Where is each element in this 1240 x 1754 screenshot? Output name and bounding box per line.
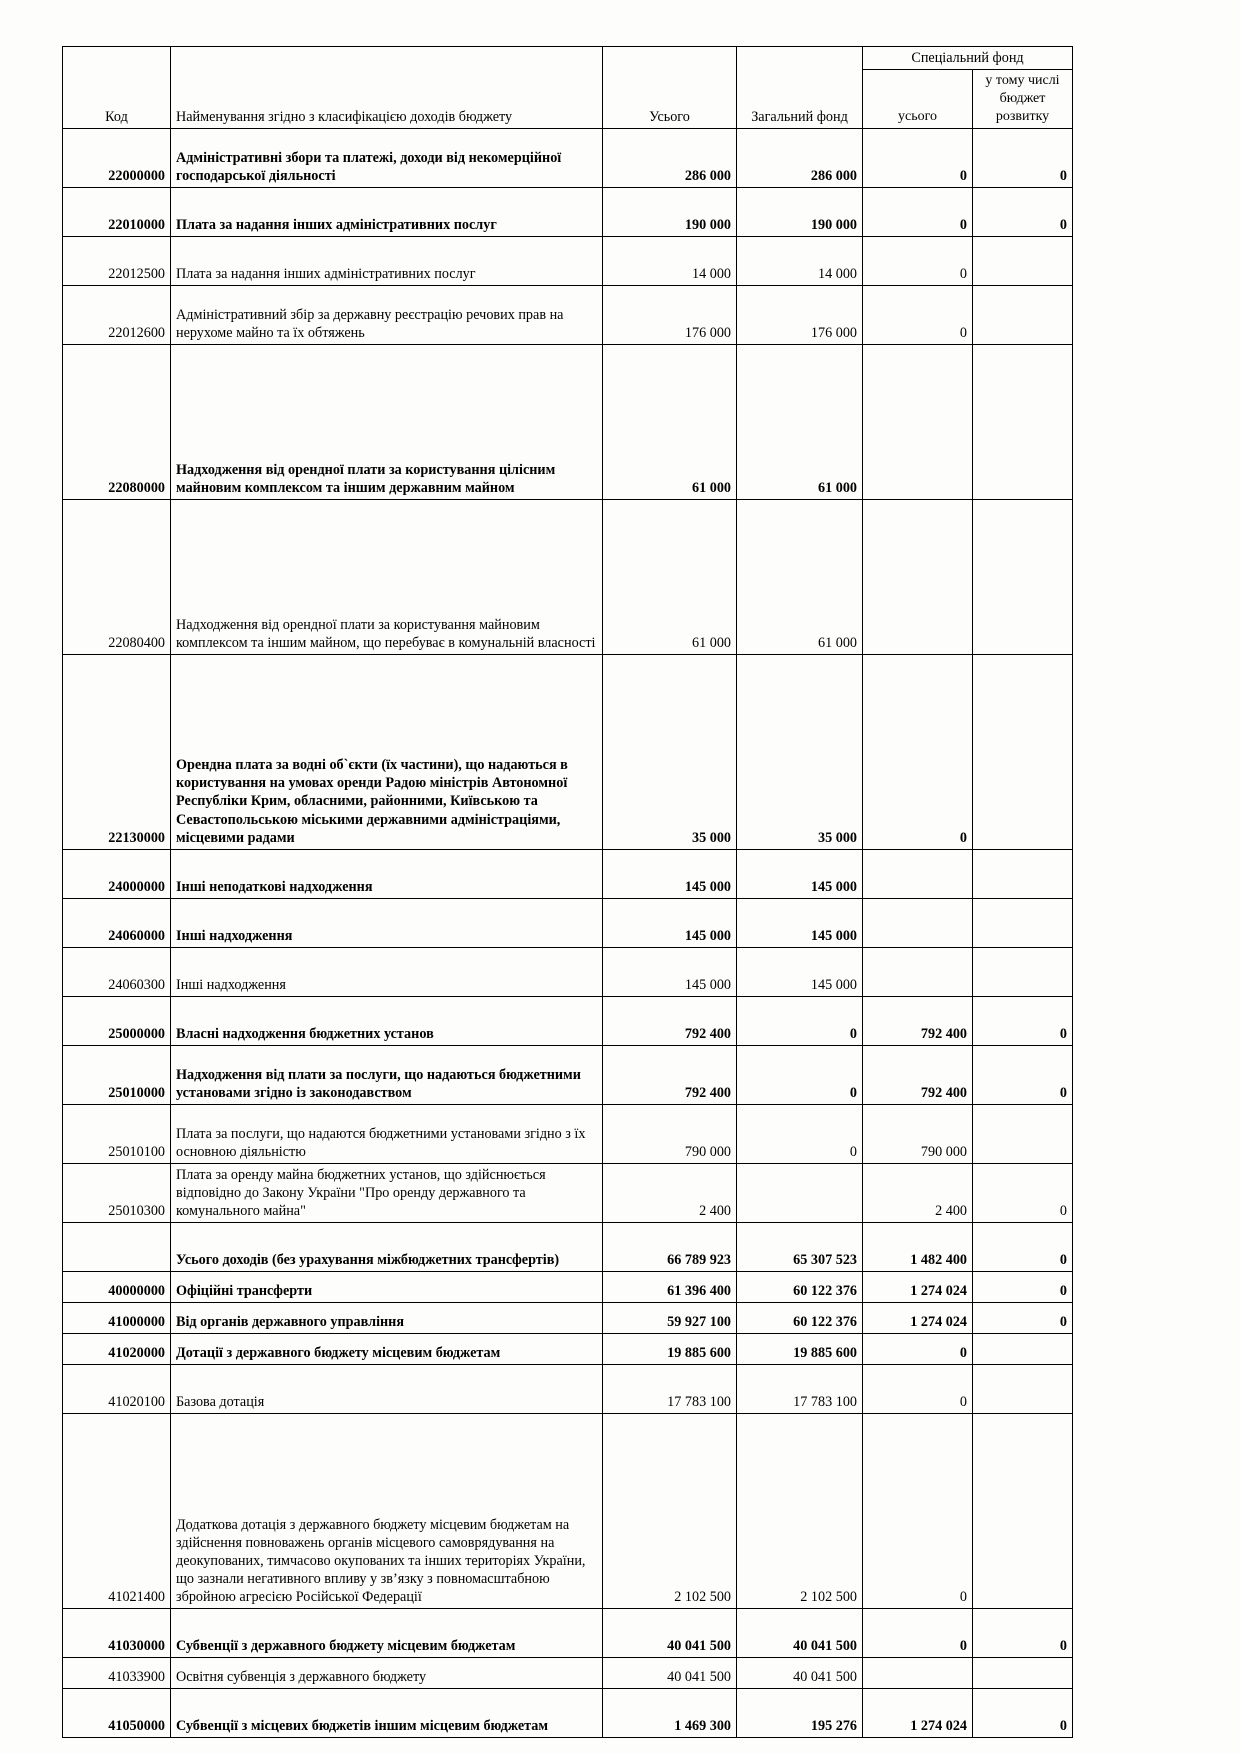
row-development-budget	[973, 898, 1073, 947]
header-special-fund: Спеціальний фонд	[863, 47, 1073, 70]
row-code: 24000000	[63, 849, 171, 898]
row-special-fund: 0	[863, 1609, 973, 1658]
row-code: 25000000	[63, 996, 171, 1045]
row-general-fund: 19 885 600	[737, 1334, 863, 1365]
row-total: 61 396 400	[603, 1272, 737, 1303]
row-total: 66 789 923	[603, 1223, 737, 1272]
row-code: 25010100	[63, 1104, 171, 1163]
row-general-fund: 17 783 100	[737, 1365, 863, 1414]
row-general-fund: 40 041 500	[737, 1658, 863, 1689]
table-row	[63, 128, 1073, 187]
row-name: Плата за послуги, що надаются бюджетними установами згідно з їх основною діяльністю	[171, 1104, 603, 1163]
row-general-fund: 14 000	[737, 236, 863, 285]
row-name: Інші надходження	[171, 898, 603, 947]
row-development-budget	[973, 654, 1073, 849]
table-row	[63, 1414, 1073, 1609]
row-name: Субвенції з державного бюджету місцевим бюджетам	[171, 1609, 603, 1658]
row-name: Плата за надання інших адміністративних послуг	[171, 236, 603, 285]
row-total: 792 400	[603, 1045, 737, 1104]
row-total: 145 000	[603, 849, 737, 898]
row-code: 22010000	[63, 187, 171, 236]
row-name: Освітня субвенція з державного бюджету	[171, 1658, 603, 1689]
row-special-fund: 0	[863, 1334, 973, 1365]
table-row	[63, 1334, 1073, 1365]
row-total: 2 400	[603, 1163, 737, 1223]
row-name: Плата за оренду майна бюджетних установ, що здійснюється відповідно до Закону України "Про оренду державного та комунального майна"	[171, 1163, 603, 1223]
row-name: Від органів державного управління	[171, 1303, 603, 1334]
row-development-budget	[973, 236, 1073, 285]
row-total: 59 927 100	[603, 1303, 737, 1334]
row-code: 40000000	[63, 1272, 171, 1303]
row-code: 41030000	[63, 1609, 171, 1658]
row-total: 1 469 300	[603, 1689, 737, 1738]
row-special-fund: 0	[863, 187, 973, 236]
row-general-fund: 60 122 376	[737, 1303, 863, 1334]
row-general-fund: 145 000	[737, 947, 863, 996]
row-development-budget	[973, 1414, 1073, 1609]
row-development-budget: 0	[973, 1609, 1073, 1658]
budget-table	[62, 46, 1073, 1738]
row-total: 40 041 500	[603, 1609, 737, 1658]
row-total: 2 102 500	[603, 1414, 737, 1609]
row-development-budget: 0	[973, 1272, 1073, 1303]
row-general-fund	[737, 1163, 863, 1223]
row-name: Надходження від орендної плати за користування цілісним майновим комплексом та іншим державним майном	[171, 344, 603, 499]
row-special-fund: 0	[863, 285, 973, 344]
row-total: 145 000	[603, 947, 737, 996]
row-name: Орендна плата за водні об`єкти (їх частини), що надаються в користування на умовах оренди Радою міністрів Автономної Республіки Крим, обласними, районними, Київською та Севастопольською міськими державними адміністраціями, місцевими радами	[171, 654, 603, 849]
table-row	[63, 1223, 1073, 1272]
table-header	[63, 47, 1073, 129]
row-code: 22080400	[63, 499, 171, 654]
row-general-fund: 286 000	[737, 128, 863, 187]
row-special-fund: 790 000	[863, 1104, 973, 1163]
row-name: Адміністративний збір за державну реєстрацію речових прав на нерухоме майно та їх обтяжень	[171, 285, 603, 344]
row-total: 14 000	[603, 236, 737, 285]
row-total: 145 000	[603, 898, 737, 947]
row-name: Надходження від плати за послуги, що надаються бюджетними установами згідно із законодавством	[171, 1045, 603, 1104]
table-row	[63, 1272, 1073, 1303]
table-row	[63, 344, 1073, 499]
row-development-budget: 0	[973, 996, 1073, 1045]
row-general-fund: 40 041 500	[737, 1609, 863, 1658]
row-general-fund: 190 000	[737, 187, 863, 236]
table-row	[63, 849, 1073, 898]
table-row	[63, 187, 1073, 236]
row-name: Надходження від орендної плати за користування майновим комплексом та іншим майном, що перебуває в комунальній власності	[171, 499, 603, 654]
table-row	[63, 285, 1073, 344]
row-general-fund: 195 276	[737, 1689, 863, 1738]
row-total: 286 000	[603, 128, 737, 187]
row-name: Інші неподаткові надходження	[171, 849, 603, 898]
row-total: 17 783 100	[603, 1365, 737, 1414]
row-special-fund	[863, 344, 973, 499]
row-name: Базова дотація	[171, 1365, 603, 1414]
row-name: Субвенції з місцевих бюджетів іншим місцевим бюджетам	[171, 1689, 603, 1738]
row-development-budget	[973, 1365, 1073, 1414]
row-code: 22012600	[63, 285, 171, 344]
row-development-budget	[973, 499, 1073, 654]
row-special-fund	[863, 898, 973, 947]
row-code: 41000000	[63, 1303, 171, 1334]
row-special-fund	[863, 947, 973, 996]
row-total: 19 885 600	[603, 1334, 737, 1365]
row-code: 24060000	[63, 898, 171, 947]
row-general-fund: 60 122 376	[737, 1272, 863, 1303]
row-special-fund: 792 400	[863, 996, 973, 1045]
row-development-budget: 0	[973, 128, 1073, 187]
row-general-fund: 61 000	[737, 499, 863, 654]
row-code: 41020100	[63, 1365, 171, 1414]
row-name: Адміністративні збори та платежі, доходи від некомерційної господарської діяльності	[171, 128, 603, 187]
row-development-budget: 0	[973, 1163, 1073, 1223]
row-development-budget: 0	[973, 1045, 1073, 1104]
row-special-fund: 2 400	[863, 1163, 973, 1223]
table-row	[63, 1609, 1073, 1658]
row-code: 41020000	[63, 1334, 171, 1365]
row-development-budget	[973, 849, 1073, 898]
table-body	[63, 128, 1073, 1738]
row-total: 176 000	[603, 285, 737, 344]
row-development-budget: 0	[973, 1303, 1073, 1334]
table-row	[63, 1689, 1073, 1738]
row-development-budget	[973, 344, 1073, 499]
row-code: 41050000	[63, 1689, 171, 1738]
header-total: Усього	[603, 47, 737, 129]
row-name: Додаткова дотація з державного бюджету місцевим бюджетам на здійснення повноважень органів місцевого самоврядування на деокупованих, тимчасово окупованих та інших територіях України, що зазнали негативного впливу у зв’язку з повномасштабною збройною агресією Російської Федерації	[171, 1414, 603, 1609]
row-total: 40 041 500	[603, 1658, 737, 1689]
row-special-fund: 0	[863, 128, 973, 187]
row-general-fund: 0	[737, 996, 863, 1045]
row-general-fund: 145 000	[737, 849, 863, 898]
row-name: Офіційні трансферти	[171, 1272, 603, 1303]
row-code: 25010000	[63, 1045, 171, 1104]
row-code: 41021400	[63, 1414, 171, 1609]
row-special-fund: 1 274 024	[863, 1272, 973, 1303]
row-special-fund: 0	[863, 236, 973, 285]
row-development-budget	[973, 285, 1073, 344]
row-special-fund: 792 400	[863, 1045, 973, 1104]
table-row	[63, 1104, 1073, 1163]
row-general-fund: 176 000	[737, 285, 863, 344]
row-name: Плата за надання інших адміністративних послуг	[171, 187, 603, 236]
row-special-fund: 1 274 024	[863, 1689, 973, 1738]
header-special-development: у тому числі бюджет розвитку	[973, 70, 1073, 129]
row-name: Дотації з державного бюджету місцевим бюджетам	[171, 1334, 603, 1365]
table-row	[63, 898, 1073, 947]
row-general-fund: 0	[737, 1045, 863, 1104]
row-development-budget: 0	[973, 187, 1073, 236]
header-row-1	[63, 47, 1073, 70]
table-row	[63, 499, 1073, 654]
table-row	[63, 996, 1073, 1045]
row-development-budget	[973, 1658, 1073, 1689]
row-development-budget	[973, 947, 1073, 996]
row-name: Власні надходження бюджетних установ	[171, 996, 603, 1045]
row-development-budget: 0	[973, 1223, 1073, 1272]
header-name: Найменування згідно з класифікацією доходів бюджету	[171, 47, 603, 129]
row-code: 22130000	[63, 654, 171, 849]
row-code: 22080000	[63, 344, 171, 499]
row-special-fund	[863, 1658, 973, 1689]
header-general-fund: Загальний фонд	[737, 47, 863, 129]
row-general-fund: 145 000	[737, 898, 863, 947]
row-total: 61 000	[603, 499, 737, 654]
row-code: 22012500	[63, 236, 171, 285]
row-special-fund: 0	[863, 654, 973, 849]
row-total: 190 000	[603, 187, 737, 236]
row-general-fund: 0	[737, 1104, 863, 1163]
row-special-fund: 1 274 024	[863, 1303, 973, 1334]
budget-table-wrapper	[62, 46, 1072, 1738]
row-development-budget: 0	[973, 1689, 1073, 1738]
row-special-fund: 1 482 400	[863, 1223, 973, 1272]
row-total: 61 000	[603, 344, 737, 499]
table-row	[63, 1163, 1073, 1223]
row-code: 24060300	[63, 947, 171, 996]
table-row	[63, 1365, 1073, 1414]
row-special-fund: 0	[863, 1414, 973, 1609]
row-general-fund: 61 000	[737, 344, 863, 499]
table-row	[63, 654, 1073, 849]
table-row	[63, 947, 1073, 996]
row-code: 41033900	[63, 1658, 171, 1689]
table-row	[63, 236, 1073, 285]
row-development-budget	[973, 1334, 1073, 1365]
row-name: Інші надходження	[171, 947, 603, 996]
row-total: 792 400	[603, 996, 737, 1045]
row-special-fund: 0	[863, 1365, 973, 1414]
table-row	[63, 1658, 1073, 1689]
row-general-fund: 2 102 500	[737, 1414, 863, 1609]
header-special-total: усього	[863, 70, 973, 129]
row-total: 35 000	[603, 654, 737, 849]
row-total: 790 000	[603, 1104, 737, 1163]
row-name: Усього доходів (без урахування міжбюджетних трансфертів)	[171, 1223, 603, 1272]
row-special-fund	[863, 849, 973, 898]
row-development-budget	[973, 1104, 1073, 1163]
header-code: Код	[63, 47, 171, 129]
row-general-fund: 65 307 523	[737, 1223, 863, 1272]
row-code: 25010300	[63, 1163, 171, 1223]
row-special-fund	[863, 499, 973, 654]
row-general-fund: 35 000	[737, 654, 863, 849]
row-code	[63, 1223, 171, 1272]
table-row	[63, 1045, 1073, 1104]
table-row	[63, 1303, 1073, 1334]
row-code: 22000000	[63, 128, 171, 187]
